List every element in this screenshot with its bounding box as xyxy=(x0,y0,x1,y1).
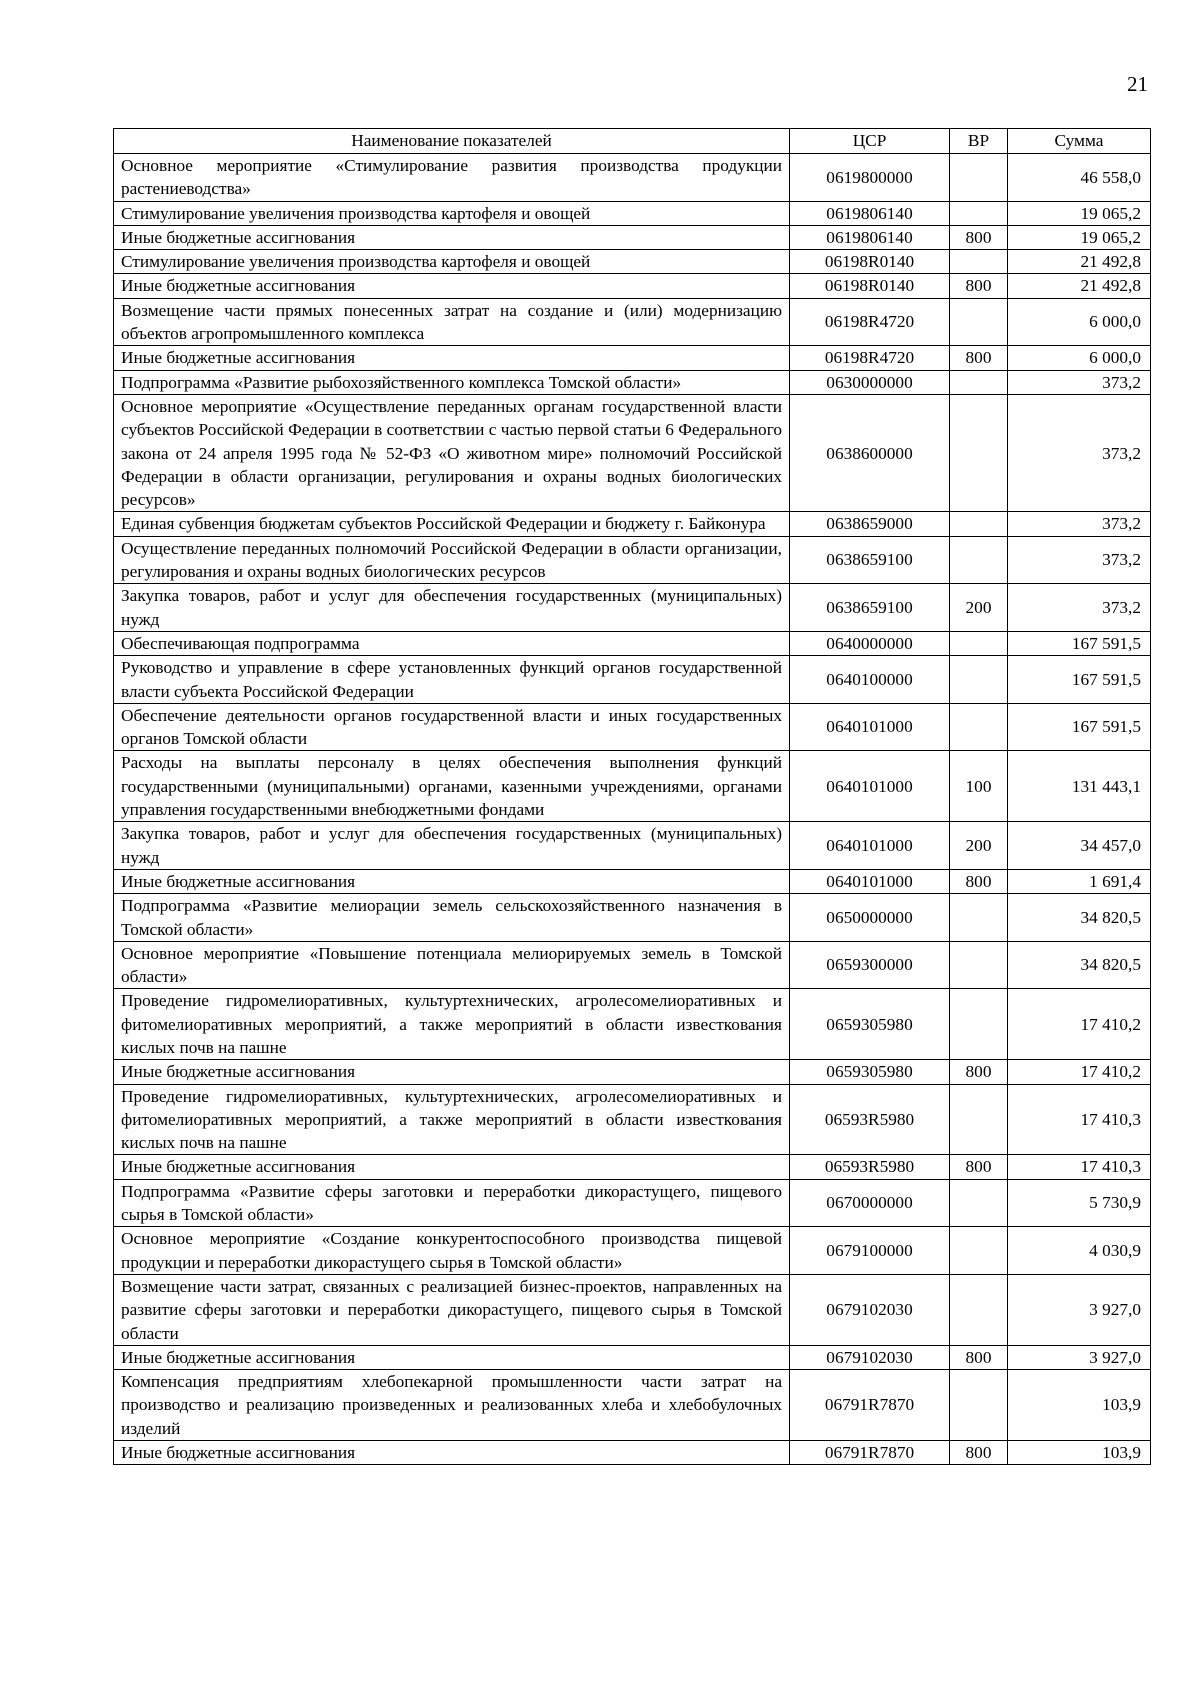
table-row xyxy=(114,536,1151,584)
row-vr-cell: 800 xyxy=(950,1060,1008,1084)
row-vr-cell xyxy=(950,894,1008,942)
table-row xyxy=(114,703,1151,751)
page-number: 21 xyxy=(1127,72,1148,96)
row-vr-cell xyxy=(950,703,1008,751)
row-name-cell: Осуществление переданных полномочий Российской Федерации в области организации, регулирования и охраны водных биологических ресурсов xyxy=(114,536,790,584)
row-vr-cell xyxy=(950,989,1008,1060)
header-csr: ЦСР xyxy=(790,129,950,154)
table-row xyxy=(114,869,1151,893)
table-row xyxy=(114,1274,1151,1345)
table-row xyxy=(114,1060,1151,1084)
row-csr-cell: 0638659100 xyxy=(790,584,950,632)
row-name-cell: Иные бюджетные ассигнования xyxy=(114,1060,790,1084)
row-csr-cell: 0630000000 xyxy=(790,370,950,394)
row-sum-cell: 373,2 xyxy=(1008,512,1151,536)
row-name-cell: Возмещение части прямых понесенных затрат на создание и (или) модернизацию объектов агропромышленного комплекса xyxy=(114,298,790,346)
table-row xyxy=(114,1345,1151,1369)
row-name-cell: Иные бюджетные ассигнования xyxy=(114,1155,790,1179)
row-name-cell: Закупка товаров, работ и услуг для обеспечения государственных (муниципальных) нужд xyxy=(114,822,790,870)
row-vr-cell: 800 xyxy=(950,225,1008,249)
row-name-cell: Возмещение части затрат, связанных с реализацией бизнес-проектов, направленных на развитие сферы заготовки и переработки дикорастущего, пищевого сырья в Томской области xyxy=(114,1274,790,1345)
row-name-cell: Обеспечение деятельности органов государственной власти и иных государственных органов Томской области xyxy=(114,703,790,751)
row-vr-cell xyxy=(950,298,1008,346)
table-row xyxy=(114,631,1151,655)
row-vr-cell xyxy=(950,631,1008,655)
row-vr-cell: 800 xyxy=(950,1155,1008,1179)
row-name-cell: Проведение гидромелиоративных, культуртехнических, агролесомелиоративных и фитомелиоративных мероприятий, а также мероприятий в области известкования кислых почв на пашне xyxy=(114,989,790,1060)
row-name-cell: Подпрограмма «Развитие мелиорации земель сельскохозяйственного назначения в Томской области» xyxy=(114,894,790,942)
row-vr-cell xyxy=(950,201,1008,225)
row-vr-cell xyxy=(950,370,1008,394)
row-name-cell: Иные бюджетные ассигнования xyxy=(114,869,790,893)
row-vr-cell: 800 xyxy=(950,274,1008,298)
row-vr-cell xyxy=(950,1179,1008,1227)
row-sum-cell: 46 558,0 xyxy=(1008,154,1151,202)
budget-table xyxy=(113,128,1151,1465)
header-vr: ВР xyxy=(950,129,1008,154)
row-vr-cell: 200 xyxy=(950,822,1008,870)
row-sum-cell: 21 492,8 xyxy=(1008,250,1151,274)
table-row xyxy=(114,751,1151,822)
row-csr-cell: 0650000000 xyxy=(790,894,950,942)
row-vr-cell xyxy=(950,941,1008,989)
header-sum: Сумма xyxy=(1008,129,1151,154)
table-row xyxy=(114,941,1151,989)
row-csr-cell: 06198R4720 xyxy=(790,346,950,370)
row-name-cell: Иные бюджетные ассигнования xyxy=(114,1441,790,1465)
row-name-cell: Основное мероприятие «Создание конкурентоспособного производства пищевой продукции и переработки дикорастущего сырья в Томской области» xyxy=(114,1227,790,1275)
row-csr-cell: 0659305980 xyxy=(790,989,950,1060)
row-name-cell: Расходы на выплаты персоналу в целях обеспечения выполнения функций государственными (муниципальными) органами, казенными учреждениями, органами управления государственными внебюджетными фондами xyxy=(114,751,790,822)
row-vr-cell: 800 xyxy=(950,1345,1008,1369)
table-header-row xyxy=(114,129,1151,154)
row-name-cell: Основное мероприятие «Стимулирование развития производства продукции растениеводства» xyxy=(114,154,790,202)
row-sum-cell: 103,9 xyxy=(1008,1370,1151,1441)
row-sum-cell: 17 410,2 xyxy=(1008,1060,1151,1084)
row-sum-cell: 17 410,3 xyxy=(1008,1084,1151,1155)
row-sum-cell: 131 443,1 xyxy=(1008,751,1151,822)
row-sum-cell: 21 492,8 xyxy=(1008,274,1151,298)
row-sum-cell: 373,2 xyxy=(1008,536,1151,584)
row-vr-cell xyxy=(950,512,1008,536)
row-name-cell: Единая субвенция бюджетам субъектов Российской Федерации и бюджету г. Байконура xyxy=(114,512,790,536)
row-csr-cell: 0670000000 xyxy=(790,1179,950,1227)
table-row xyxy=(114,394,1151,511)
row-csr-cell: 0640000000 xyxy=(790,631,950,655)
row-csr-cell: 0640100000 xyxy=(790,656,950,704)
row-sum-cell: 167 591,5 xyxy=(1008,631,1151,655)
row-name-cell: Компенсация предприятиям хлебопекарной промышленности части затрат на производство и реализацию произведенных и реализованных хлеба и хлебобулочных изделий xyxy=(114,1370,790,1441)
table-row xyxy=(114,512,1151,536)
table-row xyxy=(114,989,1151,1060)
row-vr-cell: 800 xyxy=(950,346,1008,370)
row-vr-cell xyxy=(950,394,1008,511)
row-name-cell: Закупка товаров, работ и услуг для обеспечения государственных (муниципальных) нужд xyxy=(114,584,790,632)
row-vr-cell xyxy=(950,250,1008,274)
table-row xyxy=(114,370,1151,394)
row-name-cell: Подпрограмма «Развитие рыбохозяйственного комплекса Томской области» xyxy=(114,370,790,394)
row-csr-cell: 0619806140 xyxy=(790,225,950,249)
row-csr-cell: 0659300000 xyxy=(790,941,950,989)
row-csr-cell: 06791R7870 xyxy=(790,1441,950,1465)
table-row xyxy=(114,656,1151,704)
row-sum-cell: 167 591,5 xyxy=(1008,703,1151,751)
row-csr-cell: 0638600000 xyxy=(790,394,950,511)
row-sum-cell: 1 691,4 xyxy=(1008,869,1151,893)
row-vr-cell xyxy=(950,1370,1008,1441)
row-name-cell: Стимулирование увеличения производства картофеля и овощей xyxy=(114,201,790,225)
row-vr-cell xyxy=(950,536,1008,584)
table-row xyxy=(114,1441,1151,1465)
table-row xyxy=(114,1155,1151,1179)
row-csr-cell: 0640101000 xyxy=(790,869,950,893)
row-csr-cell: 0619806140 xyxy=(790,201,950,225)
row-sum-cell: 373,2 xyxy=(1008,370,1151,394)
row-name-cell: Иные бюджетные ассигнования xyxy=(114,225,790,249)
row-csr-cell: 0638659100 xyxy=(790,536,950,584)
row-sum-cell: 19 065,2 xyxy=(1008,225,1151,249)
row-sum-cell: 19 065,2 xyxy=(1008,201,1151,225)
row-csr-cell: 0679102030 xyxy=(790,1274,950,1345)
row-csr-cell: 06791R7870 xyxy=(790,1370,950,1441)
row-csr-cell: 06593R5980 xyxy=(790,1084,950,1155)
table-row xyxy=(114,274,1151,298)
table-row xyxy=(114,1370,1151,1441)
table-row xyxy=(114,250,1151,274)
table-row xyxy=(114,894,1151,942)
row-vr-cell xyxy=(950,1274,1008,1345)
row-sum-cell: 17 410,3 xyxy=(1008,1155,1151,1179)
row-csr-cell: 0679100000 xyxy=(790,1227,950,1275)
row-sum-cell: 6 000,0 xyxy=(1008,298,1151,346)
row-name-cell: Обеспечивающая подпрограмма xyxy=(114,631,790,655)
row-sum-cell: 5 730,9 xyxy=(1008,1179,1151,1227)
row-csr-cell: 06593R5980 xyxy=(790,1155,950,1179)
row-vr-cell: 800 xyxy=(950,1441,1008,1465)
row-csr-cell: 0640101000 xyxy=(790,751,950,822)
row-sum-cell: 34 820,5 xyxy=(1008,941,1151,989)
row-csr-cell: 06198R0140 xyxy=(790,274,950,298)
row-name-cell: Иные бюджетные ассигнования xyxy=(114,274,790,298)
row-csr-cell: 0619800000 xyxy=(790,154,950,202)
row-sum-cell: 3 927,0 xyxy=(1008,1274,1151,1345)
row-vr-cell xyxy=(950,656,1008,704)
row-vr-cell: 100 xyxy=(950,751,1008,822)
row-name-cell: Иные бюджетные ассигнования xyxy=(114,1345,790,1369)
row-vr-cell: 800 xyxy=(950,869,1008,893)
row-sum-cell: 373,2 xyxy=(1008,584,1151,632)
row-vr-cell xyxy=(950,1084,1008,1155)
row-csr-cell: 06198R0140 xyxy=(790,250,950,274)
table-row xyxy=(114,584,1151,632)
table-row xyxy=(114,1227,1151,1275)
row-vr-cell xyxy=(950,154,1008,202)
row-name-cell: Руководство и управление в сфере установленных функций органов государственной власти субъекта Российской Федерации xyxy=(114,656,790,704)
row-name-cell: Проведение гидромелиоративных, культуртехнических, агролесомелиоративных и фитомелиоративных мероприятий, а также мероприятий в области известкования кислых почв на пашне xyxy=(114,1084,790,1155)
table-row xyxy=(114,1084,1151,1155)
row-sum-cell: 17 410,2 xyxy=(1008,989,1151,1060)
row-vr-cell: 200 xyxy=(950,584,1008,632)
table-row xyxy=(114,822,1151,870)
row-sum-cell: 34 820,5 xyxy=(1008,894,1151,942)
row-csr-cell: 0640101000 xyxy=(790,822,950,870)
table-row xyxy=(114,201,1151,225)
row-sum-cell: 6 000,0 xyxy=(1008,346,1151,370)
row-name-cell: Основное мероприятие «Повышение потенциала мелиорируемых земель в Томской области» xyxy=(114,941,790,989)
table-row xyxy=(114,298,1151,346)
row-sum-cell: 3 927,0 xyxy=(1008,1345,1151,1369)
row-sum-cell: 373,2 xyxy=(1008,394,1151,511)
row-csr-cell: 0640101000 xyxy=(790,703,950,751)
row-csr-cell: 0638659000 xyxy=(790,512,950,536)
row-name-cell: Подпрограмма «Развитие сферы заготовки и переработки дикорастущего, пищевого сырья в Томской области» xyxy=(114,1179,790,1227)
row-name-cell: Основное мероприятие «Осуществление переданных органам государственной власти субъектов Российской Федерации в соответствии с частью первой статьи 6 Федерального закона от 24 апреля 1995 года № 52-ФЗ «О животном мире» полномочий Российской Федерации в области организации, регулирования и охраны водных биологических ресурсов» xyxy=(114,394,790,511)
row-name-cell: Стимулирование увеличения производства картофеля и овощей xyxy=(114,250,790,274)
table-row xyxy=(114,225,1151,249)
row-csr-cell: 06198R4720 xyxy=(790,298,950,346)
row-sum-cell: 34 457,0 xyxy=(1008,822,1151,870)
row-sum-cell: 103,9 xyxy=(1008,1441,1151,1465)
table-body xyxy=(114,154,1151,1465)
table-row xyxy=(114,346,1151,370)
row-sum-cell: 167 591,5 xyxy=(1008,656,1151,704)
header-name: Наименование показателей xyxy=(114,129,790,154)
row-csr-cell: 0679102030 xyxy=(790,1345,950,1369)
row-csr-cell: 0659305980 xyxy=(790,1060,950,1084)
table-row xyxy=(114,154,1151,202)
row-name-cell: Иные бюджетные ассигнования xyxy=(114,346,790,370)
row-vr-cell xyxy=(950,1227,1008,1275)
row-sum-cell: 4 030,9 xyxy=(1008,1227,1151,1275)
table-row xyxy=(114,1179,1151,1227)
